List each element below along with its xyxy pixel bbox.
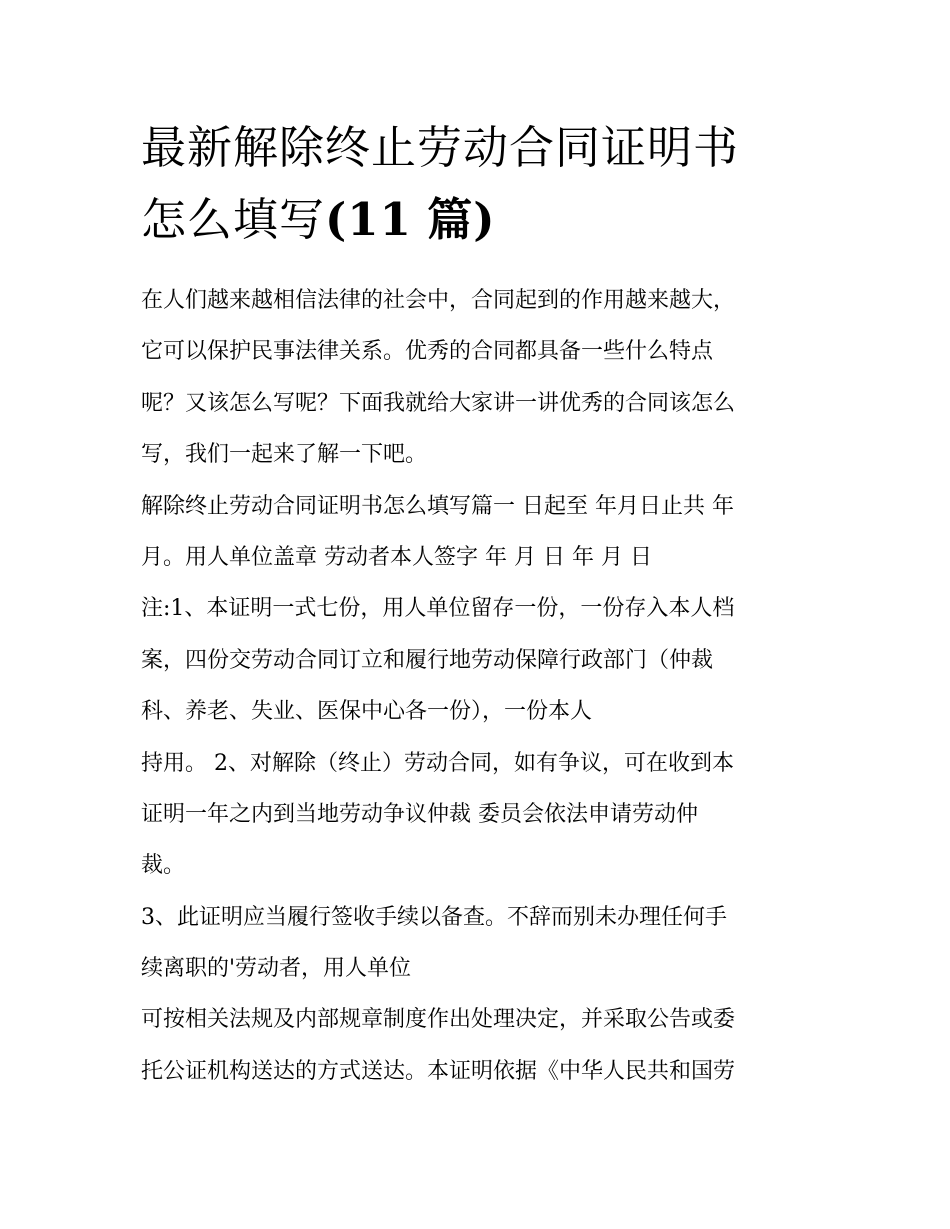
body-line: 呢？又该怎么写呢？下面我就给大家讲一讲优秀的合同该怎么 bbox=[141, 390, 736, 416]
title-count: (11 bbox=[325, 193, 412, 246]
body-line: 注:1、本证明一式七份，用人单位留存一份，一份存入本人档 bbox=[141, 596, 735, 622]
body-line: 在人们越来越相信法律的社会中，合同起到的作用越来越大， bbox=[141, 288, 736, 313]
body-line: 科、养老、失业、医保中心各一份），一份本人 bbox=[141, 699, 593, 725]
body-line: 持用。 2、对解除（终止）劳动合同，如有争议，可在收到本 bbox=[141, 750, 734, 776]
body-line: 解除终止劳动合同证明书怎么填写篇一 日起至 年月日止共 年 bbox=[141, 493, 734, 519]
body-line: 可按相关法规及内部规章制度作出处理决定，并采取公告或委 bbox=[141, 1007, 736, 1033]
body-line: 3、此证明应当履行签收手续以备查。不辞而别未办理任何手 bbox=[141, 904, 727, 930]
body-line: 托公证机构送达的方式送达。本证明依据《中华人民共和国劳 bbox=[141, 1058, 736, 1084]
document-title bbox=[141, 112, 821, 256]
title-line-1: 最新解除终止劳动合同证明书 bbox=[141, 121, 740, 174]
body-line: 证明一年之内到当地劳动争议仲裁 委员会依法申请劳动仲 bbox=[141, 801, 698, 827]
title-line-2-text: 怎么填写 bbox=[141, 193, 326, 246]
body-line: 写，我们一起来了解一下吧。 bbox=[141, 442, 428, 468]
body-line: 月。用人单位盖章 劳动者本人签字 年 月 日 年 月 日 bbox=[141, 544, 652, 570]
body-line: 续离职的'劳动者，用人单位 bbox=[141, 956, 412, 982]
title-count-suffix: 篇) bbox=[427, 193, 496, 246]
body-line: 案，四份交劳动合同订立和履行地劳动保障行政部门（仲裁 bbox=[141, 647, 714, 673]
document-body bbox=[141, 275, 821, 1097]
body-line: 它可以保护民事法律关系。优秀的合同都具备一些什么特点 bbox=[141, 339, 714, 365]
body-line: 裁。 bbox=[141, 853, 186, 879]
